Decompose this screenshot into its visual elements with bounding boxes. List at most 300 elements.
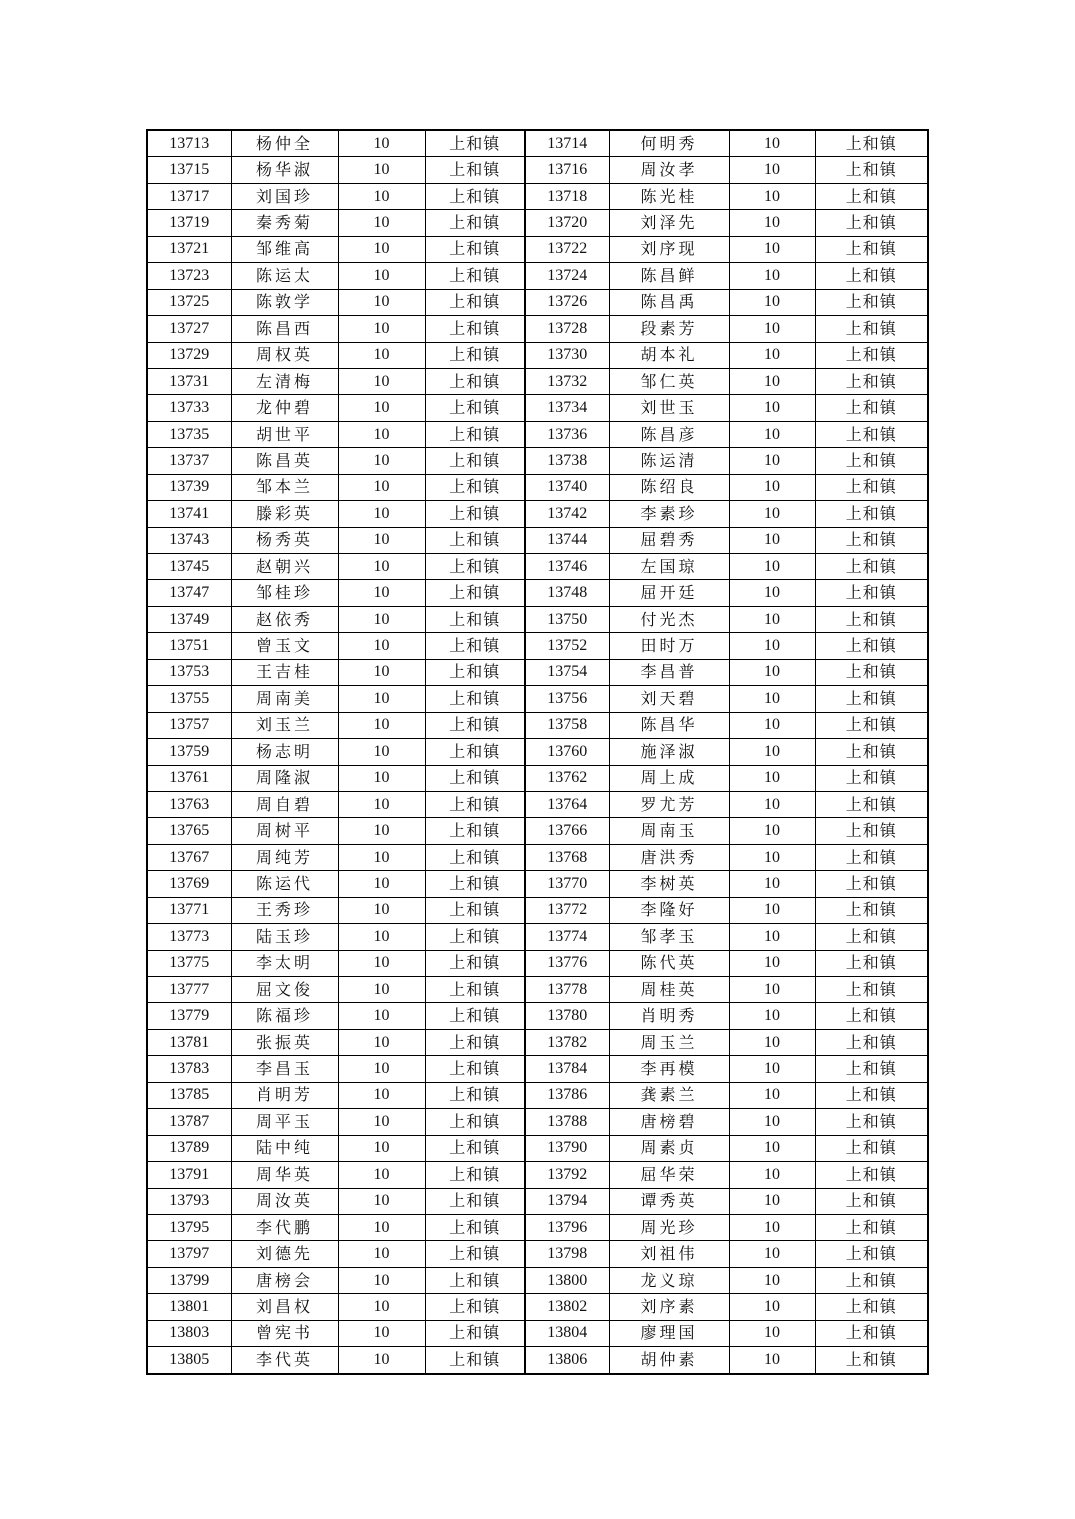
- table-row: [147, 1003, 928, 1029]
- right-amount-cell: 10: [729, 950, 815, 976]
- left-id-cell: 13775: [147, 950, 231, 976]
- left-amount-cell: 10: [338, 1056, 425, 1082]
- right-town-cell: 上和镇: [815, 157, 928, 183]
- right-town-cell: 上和镇: [815, 501, 928, 527]
- right-town-cell: 上和镇: [815, 342, 928, 368]
- left-amount-cell: 10: [338, 1214, 425, 1240]
- left-id-cell: 13799: [147, 1267, 231, 1293]
- table-row: [147, 157, 928, 183]
- left-name-cell: 陈运太: [231, 263, 338, 289]
- right-town-cell: 上和镇: [815, 368, 928, 394]
- right-id-cell: 13772: [525, 897, 609, 923]
- left-amount-cell: 10: [338, 157, 425, 183]
- left-amount-cell: 10: [338, 501, 425, 527]
- right-amount-cell: 10: [729, 606, 815, 632]
- table-row: [147, 210, 928, 236]
- left-town-cell: 上和镇: [425, 448, 525, 474]
- left-town-cell: 上和镇: [425, 289, 525, 315]
- left-name-cell: 周南美: [231, 686, 338, 712]
- right-name-cell: 廖理国: [609, 1320, 729, 1346]
- right-name-cell: 陈光桂: [609, 183, 729, 209]
- left-id-cell: 13743: [147, 527, 231, 553]
- right-amount-cell: 10: [729, 1267, 815, 1293]
- right-name-cell: 左国琼: [609, 554, 729, 580]
- left-amount-cell: 10: [338, 924, 425, 950]
- left-town-cell: 上和镇: [425, 316, 525, 342]
- left-amount-cell: 10: [338, 1241, 425, 1267]
- right-amount-cell: 10: [729, 1109, 815, 1135]
- right-name-cell: 屈华荣: [609, 1162, 729, 1188]
- right-id-cell: 13732: [525, 368, 609, 394]
- right-amount-cell: 10: [729, 1029, 815, 1055]
- left-amount-cell: 10: [338, 1082, 425, 1108]
- right-amount-cell: 10: [729, 580, 815, 606]
- left-town-cell: 上和镇: [425, 659, 525, 685]
- left-name-cell: 陈运代: [231, 871, 338, 897]
- left-amount-cell: 10: [338, 554, 425, 580]
- left-town-cell: 上和镇: [425, 1241, 525, 1267]
- left-amount-cell: 10: [338, 183, 425, 209]
- left-id-cell: 13769: [147, 871, 231, 897]
- table-row: [147, 739, 928, 765]
- left-town-cell: 上和镇: [425, 844, 525, 870]
- right-name-cell: 周南玉: [609, 818, 729, 844]
- right-name-cell: 陈绍良: [609, 474, 729, 500]
- right-name-cell: 屈碧秀: [609, 527, 729, 553]
- table-row: [147, 1294, 928, 1320]
- left-amount-cell: 10: [338, 1135, 425, 1161]
- right-town-cell: 上和镇: [815, 1003, 928, 1029]
- left-name-cell: 龙仲碧: [231, 395, 338, 421]
- left-name-cell: 杨仲全: [231, 130, 338, 157]
- right-amount-cell: 10: [729, 1294, 815, 1320]
- left-town-cell: 上和镇: [425, 421, 525, 447]
- left-id-cell: 13731: [147, 368, 231, 394]
- right-amount-cell: 10: [729, 263, 815, 289]
- left-amount-cell: 10: [338, 395, 425, 421]
- right-town-cell: 上和镇: [815, 1109, 928, 1135]
- right-name-cell: 何明秀: [609, 130, 729, 157]
- left-name-cell: 邹桂珍: [231, 580, 338, 606]
- right-id-cell: 13736: [525, 421, 609, 447]
- left-town-cell: 上和镇: [425, 527, 525, 553]
- right-name-cell: 陈昌彦: [609, 421, 729, 447]
- table-row: [147, 1162, 928, 1188]
- left-town-cell: 上和镇: [425, 236, 525, 262]
- right-town-cell: 上和镇: [815, 554, 928, 580]
- left-id-cell: 13725: [147, 289, 231, 315]
- left-id-cell: 13747: [147, 580, 231, 606]
- left-id-cell: 13797: [147, 1241, 231, 1267]
- left-name-cell: 唐榜会: [231, 1267, 338, 1293]
- left-amount-cell: 10: [338, 1320, 425, 1346]
- right-id-cell: 13766: [525, 818, 609, 844]
- left-town-cell: 上和镇: [425, 554, 525, 580]
- right-town-cell: 上和镇: [815, 659, 928, 685]
- right-amount-cell: 10: [729, 977, 815, 1003]
- left-id-cell: 13763: [147, 791, 231, 817]
- left-town-cell: 上和镇: [425, 1188, 525, 1214]
- right-id-cell: 13718: [525, 183, 609, 209]
- left-amount-cell: 10: [338, 871, 425, 897]
- left-town-cell: 上和镇: [425, 712, 525, 738]
- left-id-cell: 13715: [147, 157, 231, 183]
- left-amount-cell: 10: [338, 263, 425, 289]
- right-town-cell: 上和镇: [815, 606, 928, 632]
- left-name-cell: 邹维高: [231, 236, 338, 262]
- left-id-cell: 13751: [147, 633, 231, 659]
- right-id-cell: 13720: [525, 210, 609, 236]
- right-amount-cell: 10: [729, 289, 815, 315]
- left-name-cell: 周隆淑: [231, 765, 338, 791]
- right-name-cell: 段素芳: [609, 316, 729, 342]
- right-id-cell: 13804: [525, 1320, 609, 1346]
- left-name-cell: 屈文俊: [231, 977, 338, 1003]
- right-id-cell: 13796: [525, 1214, 609, 1240]
- left-id-cell: 13749: [147, 606, 231, 632]
- left-town-cell: 上和镇: [425, 791, 525, 817]
- right-town-cell: 上和镇: [815, 474, 928, 500]
- left-amount-cell: 10: [338, 791, 425, 817]
- right-amount-cell: 10: [729, 1056, 815, 1082]
- left-amount-cell: 10: [338, 1347, 425, 1374]
- right-name-cell: 邹仁英: [609, 368, 729, 394]
- left-id-cell: 13803: [147, 1320, 231, 1346]
- table-row: [147, 263, 928, 289]
- left-name-cell: 李代英: [231, 1347, 338, 1374]
- left-town-cell: 上和镇: [425, 739, 525, 765]
- table-row: [147, 1214, 928, 1240]
- left-name-cell: 刘国珍: [231, 183, 338, 209]
- left-name-cell: 周平玉: [231, 1109, 338, 1135]
- right-id-cell: 13734: [525, 395, 609, 421]
- right-amount-cell: 10: [729, 686, 815, 712]
- left-amount-cell: 10: [338, 130, 425, 157]
- left-name-cell: 周权英: [231, 342, 338, 368]
- right-id-cell: 13716: [525, 157, 609, 183]
- right-town-cell: 上和镇: [815, 950, 928, 976]
- left-name-cell: 周汝英: [231, 1188, 338, 1214]
- left-amount-cell: 10: [338, 474, 425, 500]
- right-town-cell: 上和镇: [815, 448, 928, 474]
- left-id-cell: 13713: [147, 130, 231, 157]
- left-id-cell: 13767: [147, 844, 231, 870]
- right-id-cell: 13776: [525, 950, 609, 976]
- right-town-cell: 上和镇: [815, 897, 928, 923]
- left-id-cell: 13753: [147, 659, 231, 685]
- left-name-cell: 肖明芳: [231, 1082, 338, 1108]
- table-row: [147, 1135, 928, 1161]
- table-row: [147, 474, 928, 500]
- right-amount-cell: 10: [729, 1082, 815, 1108]
- right-town-cell: 上和镇: [815, 289, 928, 315]
- right-id-cell: 13784: [525, 1056, 609, 1082]
- right-id-cell: 13756: [525, 686, 609, 712]
- right-name-cell: 龚素兰: [609, 1082, 729, 1108]
- right-name-cell: 刘序素: [609, 1294, 729, 1320]
- left-name-cell: 邹本兰: [231, 474, 338, 500]
- left-id-cell: 13739: [147, 474, 231, 500]
- right-id-cell: 13770: [525, 871, 609, 897]
- left-town-cell: 上和镇: [425, 1056, 525, 1082]
- left-town-cell: 上和镇: [425, 606, 525, 632]
- table-row: [147, 395, 928, 421]
- table-row: [147, 1109, 928, 1135]
- left-amount-cell: 10: [338, 1109, 425, 1135]
- table-row: [147, 1320, 928, 1346]
- left-amount-cell: 10: [338, 659, 425, 685]
- table-row: [147, 448, 928, 474]
- right-amount-cell: 10: [729, 1347, 815, 1374]
- left-town-cell: 上和镇: [425, 1029, 525, 1055]
- right-amount-cell: 10: [729, 739, 815, 765]
- left-amount-cell: 10: [338, 844, 425, 870]
- right-name-cell: 刘序现: [609, 236, 729, 262]
- right-amount-cell: 10: [729, 1320, 815, 1346]
- table-row: [147, 1241, 928, 1267]
- left-id-cell: 13789: [147, 1135, 231, 1161]
- right-town-cell: 上和镇: [815, 686, 928, 712]
- left-amount-cell: 10: [338, 342, 425, 368]
- right-amount-cell: 10: [729, 368, 815, 394]
- right-amount-cell: 10: [729, 157, 815, 183]
- left-town-cell: 上和镇: [425, 924, 525, 950]
- left-town-cell: 上和镇: [425, 686, 525, 712]
- right-name-cell: 周上成: [609, 765, 729, 791]
- right-town-cell: 上和镇: [815, 1320, 928, 1346]
- left-town-cell: 上和镇: [425, 1109, 525, 1135]
- left-name-cell: 秦秀菊: [231, 210, 338, 236]
- left-name-cell: 杨志明: [231, 739, 338, 765]
- table-row: [147, 130, 928, 157]
- right-amount-cell: 10: [729, 342, 815, 368]
- right-town-cell: 上和镇: [815, 1214, 928, 1240]
- right-name-cell: 谭秀英: [609, 1188, 729, 1214]
- left-amount-cell: 10: [338, 1267, 425, 1293]
- table-row: [147, 659, 928, 685]
- right-amount-cell: 10: [729, 844, 815, 870]
- table-row: [147, 501, 928, 527]
- right-amount-cell: 10: [729, 554, 815, 580]
- right-town-cell: 上和镇: [815, 977, 928, 1003]
- left-amount-cell: 10: [338, 1188, 425, 1214]
- right-id-cell: 13730: [525, 342, 609, 368]
- right-town-cell: 上和镇: [815, 818, 928, 844]
- left-id-cell: 13773: [147, 924, 231, 950]
- table-row: [147, 606, 928, 632]
- right-name-cell: 陈运清: [609, 448, 729, 474]
- right-id-cell: 13802: [525, 1294, 609, 1320]
- right-town-cell: 上和镇: [815, 1188, 928, 1214]
- left-town-cell: 上和镇: [425, 1320, 525, 1346]
- right-town-cell: 上和镇: [815, 1241, 928, 1267]
- right-id-cell: 13762: [525, 765, 609, 791]
- roster-table: [146, 129, 929, 1375]
- left-name-cell: 曾玉文: [231, 633, 338, 659]
- right-amount-cell: 10: [729, 1162, 815, 1188]
- right-id-cell: 13714: [525, 130, 609, 157]
- left-name-cell: 李代鹏: [231, 1214, 338, 1240]
- left-amount-cell: 10: [338, 236, 425, 262]
- table-row: [147, 183, 928, 209]
- left-amount-cell: 10: [338, 448, 425, 474]
- right-id-cell: 13746: [525, 554, 609, 580]
- right-amount-cell: 10: [729, 183, 815, 209]
- right-id-cell: 13780: [525, 1003, 609, 1029]
- right-town-cell: 上和镇: [815, 1082, 928, 1108]
- right-town-cell: 上和镇: [815, 1029, 928, 1055]
- left-town-cell: 上和镇: [425, 897, 525, 923]
- right-town-cell: 上和镇: [815, 316, 928, 342]
- left-id-cell: 13777: [147, 977, 231, 1003]
- right-amount-cell: 10: [729, 527, 815, 553]
- right-name-cell: 胡仲素: [609, 1347, 729, 1374]
- left-id-cell: 13791: [147, 1162, 231, 1188]
- right-id-cell: 13792: [525, 1162, 609, 1188]
- left-name-cell: 杨秀英: [231, 527, 338, 553]
- left-id-cell: 13783: [147, 1056, 231, 1082]
- right-name-cell: 周玉兰: [609, 1029, 729, 1055]
- left-name-cell: 周自碧: [231, 791, 338, 817]
- left-id-cell: 13781: [147, 1029, 231, 1055]
- right-name-cell: 龙义琼: [609, 1267, 729, 1293]
- right-name-cell: 李再模: [609, 1056, 729, 1082]
- right-amount-cell: 10: [729, 474, 815, 500]
- left-id-cell: 13785: [147, 1082, 231, 1108]
- left-amount-cell: 10: [338, 1029, 425, 1055]
- left-name-cell: 李太明: [231, 950, 338, 976]
- right-amount-cell: 10: [729, 1135, 815, 1161]
- table-row: [147, 421, 928, 447]
- right-id-cell: 13798: [525, 1241, 609, 1267]
- left-id-cell: 13735: [147, 421, 231, 447]
- table-row: [147, 1082, 928, 1108]
- right-name-cell: 屈开廷: [609, 580, 729, 606]
- right-id-cell: 13748: [525, 580, 609, 606]
- left-id-cell: 13721: [147, 236, 231, 262]
- right-name-cell: 李隆好: [609, 897, 729, 923]
- left-amount-cell: 10: [338, 818, 425, 844]
- right-name-cell: 罗尤芳: [609, 791, 729, 817]
- left-town-cell: 上和镇: [425, 977, 525, 1003]
- right-id-cell: 13724: [525, 263, 609, 289]
- left-town-cell: 上和镇: [425, 1294, 525, 1320]
- left-town-cell: 上和镇: [425, 157, 525, 183]
- left-id-cell: 13723: [147, 263, 231, 289]
- right-name-cell: 田时万: [609, 633, 729, 659]
- left-id-cell: 13757: [147, 712, 231, 738]
- right-name-cell: 周汝孝: [609, 157, 729, 183]
- right-amount-cell: 10: [729, 818, 815, 844]
- right-amount-cell: 10: [729, 1188, 815, 1214]
- left-amount-cell: 10: [338, 368, 425, 394]
- right-id-cell: 13806: [525, 1347, 609, 1374]
- table-row: [147, 686, 928, 712]
- right-name-cell: 李素珍: [609, 501, 729, 527]
- right-id-cell: 13760: [525, 739, 609, 765]
- right-name-cell: 刘祖伟: [609, 1241, 729, 1267]
- left-town-cell: 上和镇: [425, 1003, 525, 1029]
- right-amount-cell: 10: [729, 659, 815, 685]
- left-name-cell: 陈昌英: [231, 448, 338, 474]
- right-id-cell: 13782: [525, 1029, 609, 1055]
- left-town-cell: 上和镇: [425, 342, 525, 368]
- left-town-cell: 上和镇: [425, 263, 525, 289]
- left-town-cell: 上和镇: [425, 1347, 525, 1374]
- right-name-cell: 刘世玉: [609, 395, 729, 421]
- right-town-cell: 上和镇: [815, 263, 928, 289]
- left-town-cell: 上和镇: [425, 395, 525, 421]
- left-name-cell: 陆玉珍: [231, 924, 338, 950]
- right-name-cell: 邹孝玉: [609, 924, 729, 950]
- right-town-cell: 上和镇: [815, 739, 928, 765]
- left-amount-cell: 10: [338, 289, 425, 315]
- left-town-cell: 上和镇: [425, 1162, 525, 1188]
- right-name-cell: 李昌普: [609, 659, 729, 685]
- left-amount-cell: 10: [338, 316, 425, 342]
- table-row: [147, 1056, 928, 1082]
- left-town-cell: 上和镇: [425, 765, 525, 791]
- left-id-cell: 13793: [147, 1188, 231, 1214]
- table-row: [147, 368, 928, 394]
- right-town-cell: 上和镇: [815, 395, 928, 421]
- left-name-cell: 周树平: [231, 818, 338, 844]
- table-row: [147, 765, 928, 791]
- left-id-cell: 13737: [147, 448, 231, 474]
- right-amount-cell: 10: [729, 210, 815, 236]
- left-name-cell: 陈福珍: [231, 1003, 338, 1029]
- right-id-cell: 13744: [525, 527, 609, 553]
- right-town-cell: 上和镇: [815, 844, 928, 870]
- left-id-cell: 13733: [147, 395, 231, 421]
- right-town-cell: 上和镇: [815, 765, 928, 791]
- right-town-cell: 上和镇: [815, 1162, 928, 1188]
- table-row: [147, 950, 928, 976]
- right-town-cell: 上和镇: [815, 712, 928, 738]
- right-name-cell: 刘泽先: [609, 210, 729, 236]
- right-town-cell: 上和镇: [815, 791, 928, 817]
- left-name-cell: 王秀珍: [231, 897, 338, 923]
- right-id-cell: 13768: [525, 844, 609, 870]
- left-id-cell: 13759: [147, 739, 231, 765]
- right-id-cell: 13778: [525, 977, 609, 1003]
- left-name-cell: 王吉桂: [231, 659, 338, 685]
- right-id-cell: 13722: [525, 236, 609, 262]
- right-amount-cell: 10: [729, 421, 815, 447]
- left-amount-cell: 10: [338, 686, 425, 712]
- left-town-cell: 上和镇: [425, 1214, 525, 1240]
- table-row: [147, 236, 928, 262]
- right-amount-cell: 10: [729, 1241, 815, 1267]
- left-town-cell: 上和镇: [425, 183, 525, 209]
- right-town-cell: 上和镇: [815, 1347, 928, 1374]
- left-name-cell: 陆中纯: [231, 1135, 338, 1161]
- right-town-cell: 上和镇: [815, 421, 928, 447]
- left-id-cell: 13765: [147, 818, 231, 844]
- left-id-cell: 13761: [147, 765, 231, 791]
- right-amount-cell: 10: [729, 316, 815, 342]
- right-name-cell: 唐榜碧: [609, 1109, 729, 1135]
- right-name-cell: 陈代英: [609, 950, 729, 976]
- left-id-cell: 13795: [147, 1214, 231, 1240]
- left-name-cell: 陈敦学: [231, 289, 338, 315]
- right-town-cell: 上和镇: [815, 1267, 928, 1293]
- left-amount-cell: 10: [338, 897, 425, 923]
- left-name-cell: 杨华淑: [231, 157, 338, 183]
- right-id-cell: 13750: [525, 606, 609, 632]
- right-amount-cell: 10: [729, 501, 815, 527]
- right-town-cell: 上和镇: [815, 580, 928, 606]
